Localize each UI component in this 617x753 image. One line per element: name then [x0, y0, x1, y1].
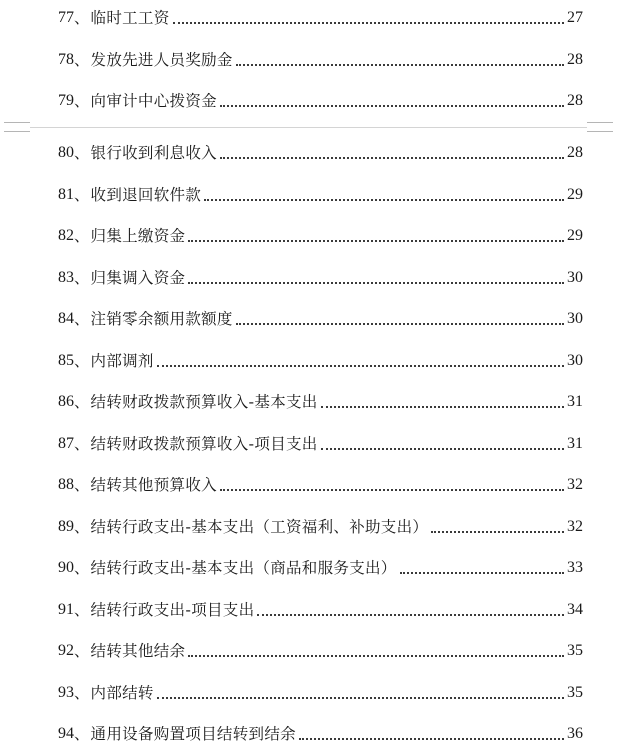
toc-entry-page-number: 28 — [567, 50, 583, 68]
toc-dot-leader — [299, 738, 564, 740]
toc-dot-leader — [431, 531, 564, 533]
toc-entry-page-number: 28 — [567, 144, 583, 161]
page-break-left-marker — [4, 122, 30, 132]
toc-entry-page-number: 35 — [567, 683, 583, 701]
toc-entry-number: 90 — [58, 559, 74, 576]
toc-entry-number: 88 — [58, 476, 74, 493]
toc-entry-number: 79 — [58, 92, 74, 109]
toc-entry-separator: 、 — [74, 268, 90, 287]
toc-entry[interactable] — [58, 350, 583, 372]
toc-dot-leader — [157, 697, 564, 699]
toc-dot-leader — [220, 105, 564, 107]
toc-entry-number: 80 — [58, 144, 74, 161]
toc-entry-page-number: 29 — [567, 185, 583, 203]
toc-entry-page-number: 30 — [567, 268, 583, 286]
toc-entry-page-number: 33 — [567, 559, 583, 576]
toc-entry[interactable] — [58, 723, 583, 745]
toc-entry-page-number: 34 — [567, 600, 583, 618]
toc-entry-separator: 、 — [74, 227, 90, 245]
toc-entry-separator: 、 — [74, 600, 90, 619]
toc-entry-title: 结转其他预算收入 — [90, 476, 217, 494]
toc-entry[interactable] — [58, 308, 583, 330]
toc-entry-title: 结转行政支出-项目支出 — [90, 600, 255, 619]
toc-entry-title: 通用设备购置项目结转到结余 — [90, 725, 296, 743]
toc-entry-number: 77 — [58, 9, 74, 26]
toc-entry-separator: 、 — [74, 50, 90, 69]
toc-dot-leader — [321, 406, 564, 408]
toc-entry-separator: 、 — [74, 9, 90, 27]
toc-entry-separator: 、 — [74, 351, 90, 370]
page-break-divider — [0, 120, 617, 134]
toc-entry[interactable] — [58, 599, 583, 621]
toc-dot-leader — [188, 655, 564, 657]
toc-entry-number: 78 — [58, 50, 74, 68]
toc-entry-number: 91 — [58, 600, 74, 618]
toc-entry-separator: 、 — [74, 683, 90, 702]
toc-entry[interactable] — [58, 90, 583, 112]
toc-entry[interactable] — [58, 391, 583, 413]
toc-dot-leader — [400, 572, 564, 574]
toc-entry-title: 临时工工资 — [90, 9, 170, 27]
toc-dot-leader — [220, 489, 564, 491]
toc-entry-page-number: 28 — [567, 92, 583, 109]
toc-entry-separator: 、 — [74, 144, 90, 162]
toc-entry[interactable] — [58, 7, 583, 29]
toc-entry-page-number: 31 — [567, 393, 583, 410]
toc-entry-title: 结转财政拨款预算收入-基本支出 — [90, 393, 318, 411]
toc-entry-page-number: 36 — [567, 725, 583, 742]
toc-entry-separator: 、 — [74, 310, 90, 328]
toc-dot-leader — [236, 323, 564, 325]
toc-entry[interactable] — [58, 516, 583, 538]
toc-entry-title: 归集调入资金 — [90, 268, 186, 287]
toc-entry-title: 向审计中心拨资金 — [90, 92, 217, 110]
toc-entry-page-number: 32 — [567, 517, 583, 535]
toc-entry-title: 结转其他结余 — [90, 642, 186, 660]
toc-dot-leader — [321, 448, 564, 450]
toc-entry-separator: 、 — [74, 476, 90, 494]
toc-entry[interactable] — [58, 225, 583, 247]
toc-entry[interactable] — [58, 184, 583, 206]
toc-entry-number: 94 — [58, 725, 74, 742]
toc-entry-number: 81 — [58, 185, 74, 203]
toc-entry-title: 结转行政支出-基本支出（工资福利、补助支出） — [90, 517, 429, 536]
toc-entry-number: 84 — [58, 310, 74, 327]
toc-entry[interactable] — [58, 557, 583, 579]
toc-entry[interactable] — [58, 474, 583, 496]
toc-entry-title: 收到退回软件款 — [90, 185, 202, 204]
toc-entry-page-number: 30 — [567, 351, 583, 369]
toc-entry-separator: 、 — [74, 185, 90, 204]
toc-entry-separator: 、 — [74, 517, 90, 536]
toc-dot-leader — [188, 282, 564, 284]
toc-dot-leader — [157, 365, 564, 367]
toc-entry-title: 内部调剂 — [90, 351, 154, 370]
toc-entry-number: 85 — [58, 351, 74, 369]
toc-entry-separator: 、 — [74, 92, 90, 110]
page-break-right-marker — [587, 122, 613, 132]
toc-entry-page-number: 31 — [567, 434, 583, 452]
toc-entry[interactable] — [58, 142, 583, 164]
page-break-line — [30, 127, 587, 128]
toc-entry-number: 87 — [58, 434, 74, 452]
toc-entry-separator: 、 — [74, 559, 90, 577]
toc-entry[interactable] — [58, 682, 583, 704]
toc-entry-page-number: 27 — [567, 9, 583, 26]
toc-entry-title: 内部结转 — [90, 683, 154, 702]
toc-entry-title: 结转行政支出-基本支出（商品和服务支出） — [90, 559, 397, 577]
toc-entry-title: 银行收到利息收入 — [90, 144, 217, 162]
toc-dot-leader — [188, 240, 564, 242]
toc-entry-title: 结转财政拨款预算收入-项目支出 — [90, 434, 318, 453]
toc-entry-number: 89 — [58, 517, 74, 535]
toc-entry[interactable] — [58, 267, 583, 289]
toc-dot-leader — [236, 64, 564, 66]
toc-entry[interactable] — [58, 49, 583, 71]
toc-entry-separator: 、 — [74, 642, 90, 660]
toc-entry-page-number: 32 — [567, 476, 583, 493]
toc-entry-number: 92 — [58, 642, 74, 659]
toc-dot-leader — [173, 22, 564, 24]
toc-entry-separator: 、 — [74, 393, 90, 411]
toc-dot-leader — [204, 199, 564, 201]
toc-entry-number: 82 — [58, 227, 74, 244]
toc-entry-title: 注销零余额用款额度 — [90, 310, 233, 328]
toc-entry-number: 93 — [58, 683, 74, 701]
toc-entry-page-number: 29 — [567, 227, 583, 244]
toc-dot-leader — [257, 614, 564, 616]
toc-entry-title: 归集上缴资金 — [90, 227, 186, 245]
toc-entry-page-number: 35 — [567, 642, 583, 659]
toc-dot-leader — [220, 157, 564, 159]
toc-entry-number: 86 — [58, 393, 74, 410]
toc-entry-page-number: 30 — [567, 310, 583, 327]
toc-entry-separator: 、 — [74, 725, 90, 743]
toc-entry-title: 发放先进人员奖励金 — [90, 50, 233, 69]
toc-entry-number: 83 — [58, 268, 74, 286]
toc-entry[interactable] — [58, 433, 583, 455]
toc-entry-separator: 、 — [74, 434, 90, 453]
toc-entry[interactable] — [58, 640, 583, 662]
